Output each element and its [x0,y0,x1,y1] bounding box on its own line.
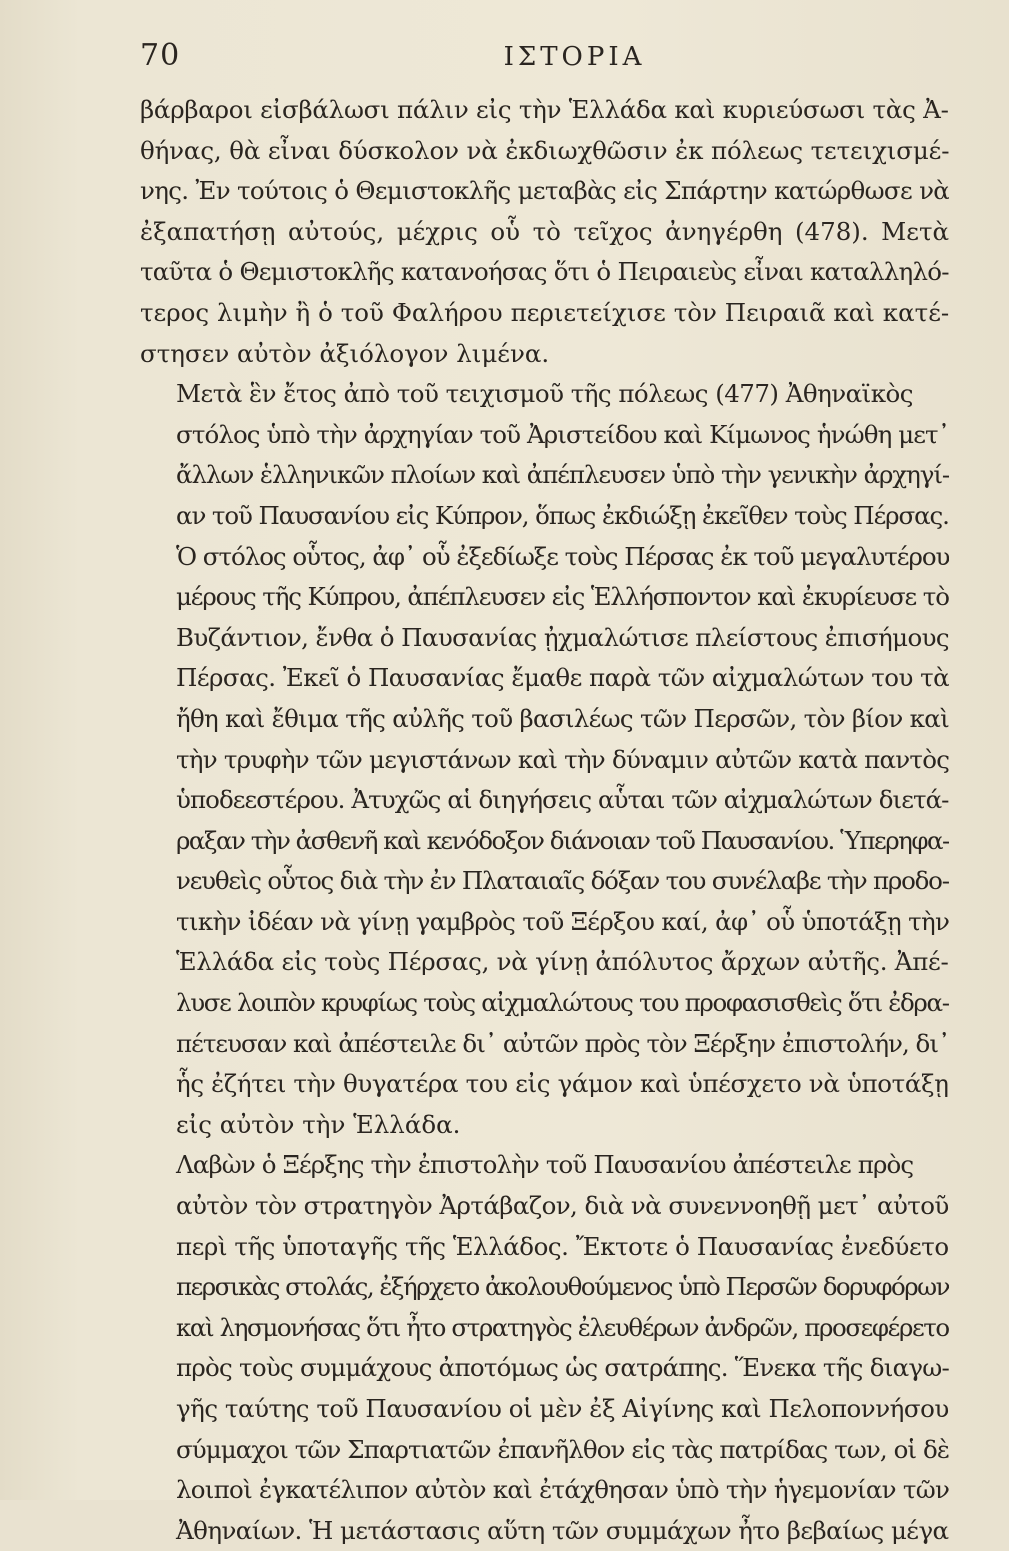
text-line: Πέρσας. Ἐκεῖ ὁ Παυσανίας ἔμαθε παρὰ τῶν αἰχμαλώτων του τὰ [176,663,949,693]
body-text [140,90,949,1551]
text-line: Μετὰ ἓν ἔτος ἀπὸ τοῦ τειχισμοῦ τῆς πόλεως (477) Ἀθηναϊκὸς [176,379,913,409]
text-line: περσικὰς στολάς, ἐξήρχετο ἀκολουθούμενος ὑπὸ Περσῶν δορυφόρων [176,1272,949,1302]
text-line: νης. Ἐν τούτοις ὁ Θεμιστοκλῆς μεταβὰς εἰς Σπάρτην κατώρθωσε νὰ [140,176,949,206]
text-line: αὐτὸν τὸν στρατηγὸν Ἀρτάβαζον, διὰ νὰ συνεννοηθῇ μετ᾿ αὐτοῦ [176,1191,949,1221]
text-line: καὶ λησμονήσας ὅτι ἦτο στρατηγὸς ἐλευθέρων ἀνδρῶν, προσεφέρετο [176,1312,949,1342]
page-header [140,38,949,88]
running-title: ΙΣΤΟΡΙΑ [503,42,646,72]
text-line: μέρους τῆς Κύπρου, ἀπέπλευσεν εἰς Ἑλλήσποντον καὶ ἐκυρίευσε τὸ [176,582,949,612]
text-line: τὴν τρυφὴν τῶν μεγιστάνων καὶ τὴν δύναμιν αὐτῶν κατὰ παντὸς [176,744,949,774]
text-line: Ἑλλάδα εἰς τοὺς Πέρσας, νὰ γίνῃ ἀπόλυτος ἄρχων αὐτῆς. Ἀπέ- [176,947,949,977]
text-line: ταῦτα ὁ Θεμιστοκλῆς κατανοήσας ὅτι ὁ Πειραιεὺς εἶναι καταλληλό- [140,257,949,287]
text-line: αν τοῦ Παυσανίου εἰς Κύπρον, ὅπως ἐκδιώξῃ ἐκεῖθεν τοὺς Πέρσας. [176,500,949,530]
text-line: στόλος ὑπὸ τὴν ἀρχηγίαν τοῦ Ἀριστείδου καὶ Κίμωνος ἡνώθη μετ᾿ [176,419,949,449]
text-line: βάρβαροι εἰσβάλωσι πάλιν εἰς τὴν Ἑλλάδα καὶ κυριεύσωσι τὰς Ἀ- [140,95,949,124]
paragraph [140,90,949,374]
text-line: ραξαν τὴν ἀσθενῆ καὶ κενόδοξον διάνοιαν τοῦ Παυσανίου. Ὑπερηφα- [176,825,949,855]
text-line: ἤθη καὶ ἔθιμα τῆς αὐλῆς τοῦ βασιλέως τῶν Περσῶν, τὸν βίον καὶ [176,703,949,733]
text-line: σύμμαχοι τῶν Σπαρτιατῶν ἐπανῆλθον εἰς τὰς πατρίδας των, οἱ δὲ [176,1434,949,1464]
text-line: ὑποδεεστέρου. Ἀτυχῶς αἱ διηγήσεις αὗται τῶν αἰχμαλώτων διετά- [176,785,949,815]
text-line: Ἀθηναίων. Ἡ μετάστασις αὕτη τῶν συμμάχων ἦτο βεβαίως μέγα [176,1515,949,1545]
text-line: Λαβὼν ὁ Ξέρξης τὴν ἐπιστολὴν τοῦ Παυσανίου ἀπέστειλε πρὸς [176,1150,914,1180]
text-line: Ὁ στόλος οὗτος, ἀφ᾿ οὗ ἐξεδίωξε τοὺς Πέρσας ἐκ τοῦ μεγαλυτέρου [176,541,949,571]
paragraph [140,374,949,1145]
paragraph [140,1145,949,1551]
text-line: γῆς ταύτης τοῦ Παυσανίου οἱ μὲν ἐξ Αἰγίνης καὶ Πελοποννήσου [176,1394,949,1423]
text-line: θήνας, θὰ εἶναι δύσκολον νὰ ἐκδιωχθῶσιν ἐκ πόλεως τετειχισμέ- [140,135,949,165]
text-line: ἧς ἐζήτει τὴν θυγατέρα του εἰς γάμον καὶ ὑπέσχετο νὰ ὑποτάξῃ [176,1069,949,1099]
text-line: λυσε λοιπὸν κρυφίως τοὺς αἰχμαλώτους του προφασισθεὶς ὅτι ἐδρα- [176,988,949,1018]
text-line: στησεν αὐτὸν ἀξιόλογον λιμένα. [140,338,550,368]
text-line: πρὸς τοὺς συμμάχους ἀποτόμως ὡς σατράπης. Ἕνεκα τῆς διαγω- [176,1353,949,1383]
text-line: νευθεὶς οὗτος διὰ τὴν ἐν Πλαταιαῖς δόξαν του συνέλαβε τὴν προδο- [176,866,949,896]
text-line: πέτευσαν καὶ ἀπέστειλε δι᾿ αὐτῶν πρὸς τὸν Ξέρξην ἐπιστολήν, δι᾿ [176,1028,949,1058]
text-line: λοιποὶ ἐγκατέλιπον αὐτὸν καὶ ἐτάχθησαν ὑπὸ τὴν ἡγεμονίαν τῶν [176,1475,949,1505]
text-line: τικὴν ἰδέαν νὰ γίνῃ γαμβρὸς τοῦ Ξέρξου καί, ἀφ᾿ οὗ ὑποτάξῃ τὴν [176,906,949,936]
text-line: τερος λιμὴν ἢ ὁ τοῦ Φαλήρου περιετείχισε τὸν Πειραιᾶ καὶ κατέ- [140,297,949,327]
text-line: ἄλλων ἑλληνικῶν πλοίων καὶ ἀπέπλευσεν ὑπὸ τὴν γενικὴν ἀρχηγί- [176,460,949,490]
text-line: Βυζάντιον, ἔνθα ὁ Παυσανίας ᾐχμαλώτισε πλείστους ἐπισήμους [176,622,949,652]
text-line: περὶ τῆς ὑποταγῆς τῆς Ἑλλάδος. Ἔκτοτε ὁ Παυσανίας ἐνεδύετο [176,1231,949,1261]
text-line: ἐξαπατήσῃ αὐτούς, μέχρις οὗ τὸ τεῖχος ἀνηγέρθη (478). Μετὰ [140,216,949,246]
page-number: 70 [140,38,181,73]
text-line: εἰς αὐτὸν τὴν Ἑλλάδα. [176,1109,461,1139]
